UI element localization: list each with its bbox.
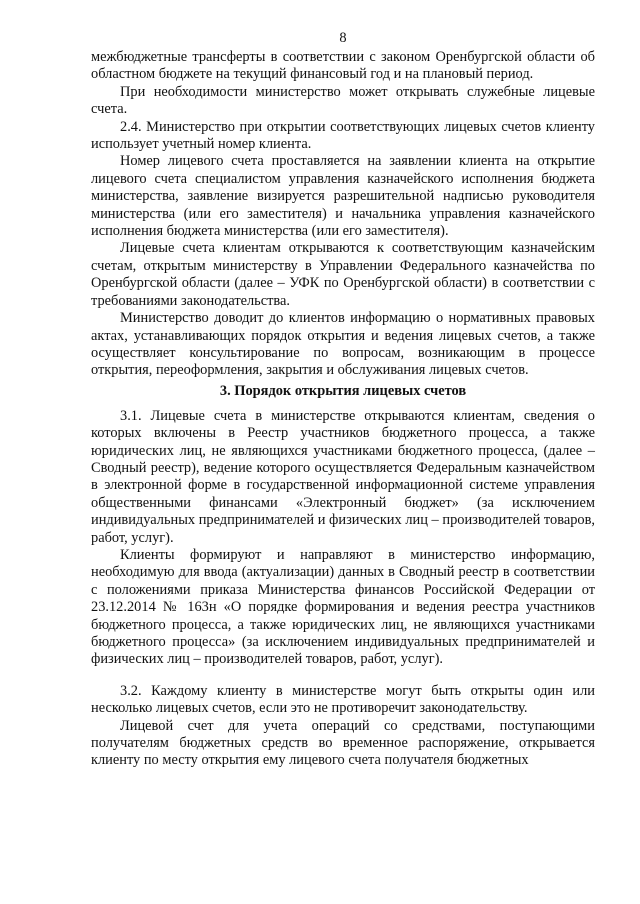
paragraph-2-4: 2.4. Министерство при открытии соответствующих лицевых счетов клиенту использует учетный номер клиента. [91, 118, 595, 153]
paragraph-transfers-end: межбюджетные трансферты в соответствии с законом Оренбургской области об областном бюджете на текущий финансовый год и на плановый период. [91, 49, 595, 83]
paragraph-treasury-accounts: Лицевые счета клиентам открываются к соответствующим казначейским счетам, открытым министерству в Управлении Федерального казначейства по Оренбургской области (далее – УФК по Оренбургской области) в соответствии с требованиями законодательства. [91, 240, 595, 309]
paragraph-gap [91, 669, 595, 683]
document-page [91, 30, 595, 770]
paragraph-ministry-informs: Министерство доводит до клиентов информацию о нормативных правовых актах, устанавливающих порядок открытия и ведения лицевых счетов, а также осуществляет консультирование по вопросам, возникающим в процессе открытия, переоформления, закрытия и обслуживания лицевых счетов. [91, 310, 595, 379]
paragraph-temporary-funds: Лицевой счет для учета операций со средствами, поступающими получателям бюджетных средств во временное распоряжение, открывается клиенту по месту открытия ему лицевого счета получателя бюджетных [91, 717, 595, 769]
paragraph-clients-form: Клиенты формируют и направляют в министерство информацию, необходимую для ввода (актуализации) данных в Сводный реестр в соответствии с положениями приказа Министерства финансов Российской Федерации от 23.12.2014 № 163н «О порядке формирования и ведения реестра участников бюджетного процесса, а также юридических лиц, не являющихся участниками бюджетного процесса» (за исключением индивидуальных предпринимателей и физических лиц – производителей товаров, работ, услуг). [91, 546, 595, 668]
paragraph-account-number: Номер лицевого счета проставляется на заявлении клиента на открытие лицевого счета специалистом управления казначейского исполнения бюджета министерства, заявление визируется разрешительной надписью руководителя министерства (или его заместителя) и начальника управления казначейского исполнения бюджета министерства (или его заместителя). [91, 153, 595, 240]
paragraph-3-2: 3.2. Каждому клиенту в министерстве могут быть открыты один или несколько лицевых счетов, если это не противоречит законодательству. [91, 682, 595, 717]
page-number: 8 [339, 30, 347, 46]
section-heading: 3. Порядок открытия лицевых счетов [219, 382, 467, 399]
paragraph-3-1: 3.1. Лицевые счета в министерстве открываются клиентам, сведения о которых включены в Реестр участников бюджетного процесса, а также юридических лиц, не являющихся участниками бюджетного процесса, (далее – Сводный реестр), ведение которого осуществляется Федеральным казначейством в электронной форме в государственной информационной системе управления общественными финансами «Электронный бюджет» (за исключением индивидуальных предпринимателей и физических лиц – производителей товаров, работ, услуг). [91, 407, 595, 546]
paragraph-service-accounts: При необходимости министерство может открывать служебные лицевые счета. [91, 83, 595, 118]
